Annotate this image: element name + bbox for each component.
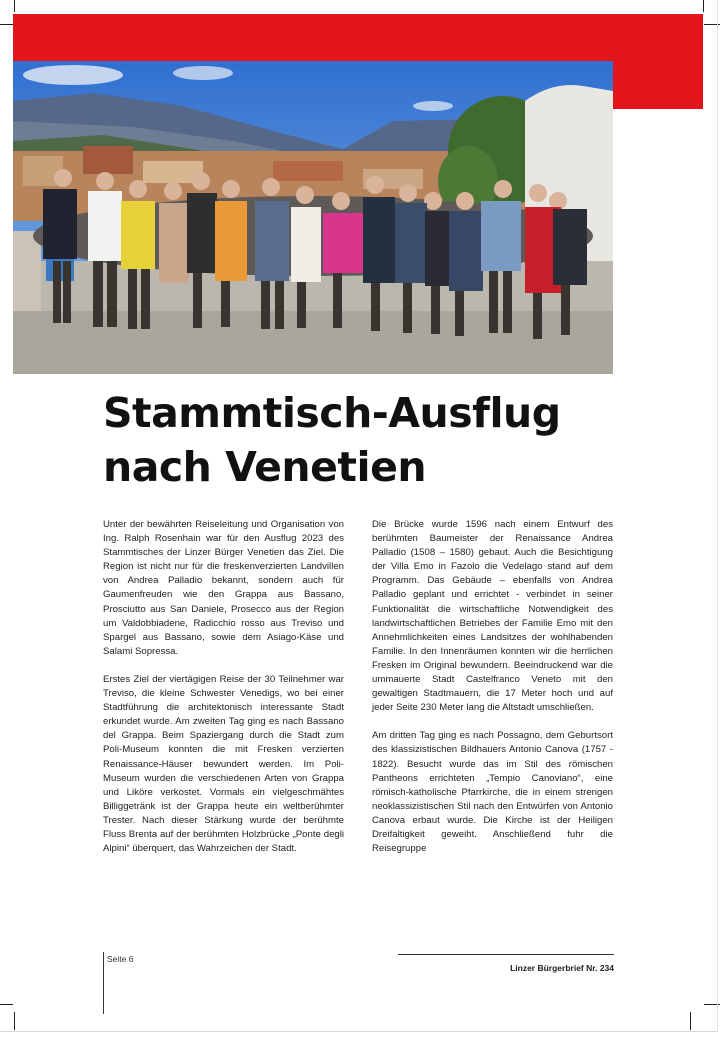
crop-mark [14,1012,15,1030]
crop-mark [704,24,720,25]
header-red-band [13,14,703,61]
header-red-tab [613,61,703,109]
crop-mark [690,1012,691,1030]
footer-rule [398,954,614,955]
crop-mark [0,24,13,25]
crop-mark [703,0,704,12]
paragraph: Unter der bewährten Reiseleitung und Organisation von Ing. Ralph Rosenhain war für den Ausflug 2023 des Stammtisches der Linzer Bürger Venetien das Ziel. Die Region ist nicht nur für die freskenverzierten Landvillen von Andrea Palladio bekannt, sondern auch für Gaumenfreuden wie den Grappa aus Bassano, Prosciutto aus San Daniele, Prosecco aus der Region um Valdobbiadene, Radicchio rosso aus Treviso und Spargel aus Bassano, sowie dem Asiago-Käse und Salami Sopressa. [103,519,344,657]
group-photo [13,61,613,374]
publication-name: Linzer Bürgerbrief Nr. 234 [510,963,614,973]
paragraph: Am dritten Tag ging es nach Possagno, dem Geburtsort des klassizistischen Bildhauers Antonio Canova (1757 - 1822). Besucht wurde das im Stil des römischen Pantheons errichteten „Tempio Canoviano“, eine römisch-katholische Pfarrkirche, die in einem strengen neoklassizistischen Stil nach den Entwürfen von Antonio Canova erbaut wurde. Die Kirche ist der Heiligen Dreifaltigkeit geweiht. Anschließend fuhr die Reisegruppe [372,730,613,855]
paragraph: Erstes Ziel der viertägigen Reise der 30 Teilnehmer war Treviso, die kleine Schwester Venedigs, wo bei einer Stadtführung die architektonisch interessante Stadt erkundet wurde. Am zweiten Tag ging es nach Bassano del Grappa. Beim Spaziergang durch die Stadt zum Poli-Museum konnten die mit Fresken verzierten Renaissance-Häuser bewundert werden. Im Poli-Museum wurden die verschiedenen Arten von Grappa und Liköre verkostet. Vormals ein vielgeschmähtes Billiggetränk ist der Grappa heute ein weltberühmter Trester. Nach dieser Stärkung wurde der berühmte Fluss Brenta auf der berühmten Holzbrücke „Ponte degli Alpini“ überquert, das Wahrzeichen der Stadt. [103,673,344,855]
title-line: nach Venetien [103,443,427,491]
text-column-left [103,518,344,870]
footer-left-rule [103,952,104,1014]
crop-mark [14,0,15,12]
article-title [103,386,623,494]
text-column-right [372,518,613,870]
crop-mark [0,1004,13,1005]
paragraph: Die Brücke wurde 1596 nach einem Entwurf des berühmten Baumeister der Renaissance Andrea Palladio (1508 – 1580) gebaut. Auch die Besichtigung der Villa Emo in Fazolo die Vedelago stand auf dem Programm. Das Gebäude – ebenfalls von Andrea Palladio geplant und errichtet - verbindet in seiner Funktionalität die wirtschaftliche Notwendigkeit des landwirtschaftlichen Betriebes der Familie Emo mit den Annehmlichkeiten eines Landsitzes der wohlhabenden Familie. In den Innenräumen konnten wir die herrlichen Fresken im Original bewundern. Beeindruckend war die ummauerte Stadt Castelfranco Veneto mit den gewaltigen Stadtmauern, die 17 Meter hoch und auf jeder Seite 230 Meter lang die Altstadt umschließen. [372,519,613,714]
page-number: Seite 6 [107,954,134,964]
title-line: Stammtisch-Ausflug [103,389,561,437]
crop-mark [704,1004,720,1005]
